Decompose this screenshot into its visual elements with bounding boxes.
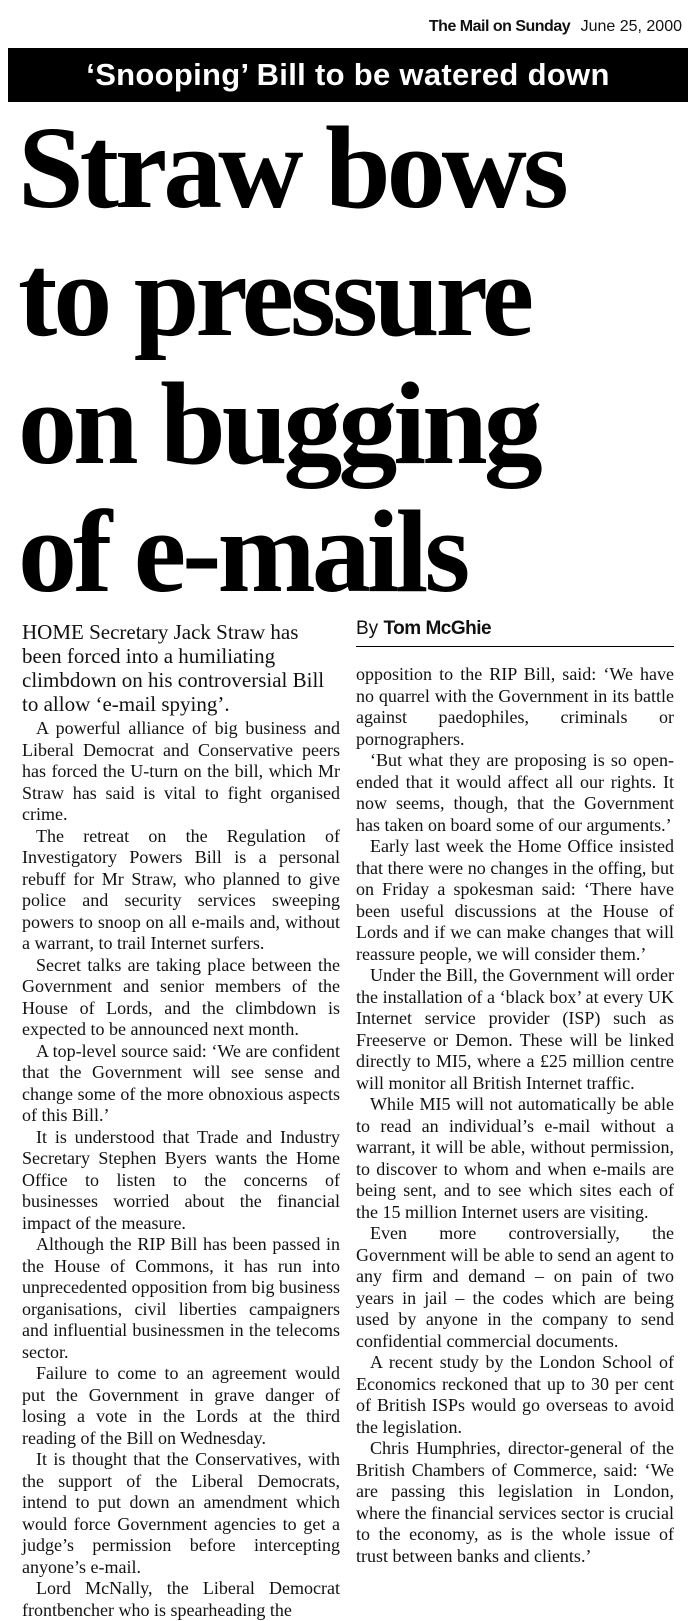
article-paragraph: Under the Bill, the Government will order the installation of a ‘black box’ at every UK Internet service provider (ISP) such as Freeserve or Demon. These will be linked directly to MI5, where a £25 million centre will monitor all British Internet traffic.: [356, 965, 674, 1093]
article-paragraph: It is understood that Trade and Industry Secretary Stephen Byers wants the Home Office to listen to the concerns of businesses worried about the financial impact of the measure.: [22, 1126, 340, 1233]
article-paragraph: Failure to come to an agreement would put the Government in grave danger of losing a vote in the Lords at the third reading of the Bill on Wednesday.: [22, 1363, 340, 1448]
kicker-text: ‘Snooping’ Bill to be watered down: [86, 57, 610, 92]
article-paragraph: Chris Humphries, director-general of the British Chambers of Commerce, said: ‘We are passing this legislation in London, where the financial services sector is crucial to the economy, as is the whole issue of trust between banks and clients.’: [356, 1438, 674, 1566]
headline-line: of e-mails: [18, 486, 467, 617]
masthead: [429, 18, 682, 36]
article-paragraph: Lord McNally, the Liberal Democrat frontbencher who is spearheading the: [22, 1578, 340, 1620]
article-continuation: opposition to the RIP Bill, said: ‘We have no quarrel with the Government in its battle against paedophiles, criminals or pornographers.: [356, 664, 674, 749]
byline: [356, 618, 674, 647]
article-paragraph: A recent study by the London School of Economics reckoned that up to 30 per cent of British ISPs would go overseas to avoid the legislation.: [356, 1352, 674, 1437]
headline-line: to pressure: [18, 230, 531, 361]
article-paragraph: ‘But what they are proposing is so open-ended that it would affect all our rights. It now seems, though, that the Government has taken on board some of our arguments.’: [356, 750, 674, 835]
article-right-column: [356, 664, 674, 1567]
headline-line: Straw bows: [18, 102, 565, 233]
article-lead: HOME Secretary Jack Straw has been forced into a humiliating climbdown on his controversial Bill to allow ‘e-mail spying’.: [22, 620, 325, 716]
kicker-banner: [8, 48, 688, 102]
article-left-column: [22, 620, 340, 1621]
publication-date: June 25, 2000: [580, 18, 682, 35]
article-paragraph: The retreat on the Regulation of Investigatory Powers Bill is a personal rebuff for Mr Straw, who planned to give police and security services sweeping powers to snoop on all e-mails and, without a warrant, to trail Internet surfers.: [22, 825, 340, 953]
byline-author: Tom McGhie: [383, 618, 492, 639]
article-paragraph: Early last week the Home Office insisted that there were no changes in the offing, but on Friday a spokesman said: ‘There have been useful discussions at the House of Lords and if we can make changes that will reassure people, we will consider them.’: [356, 836, 674, 964]
byline-prefix: By: [356, 618, 379, 639]
article-paragraph: Although the RIP Bill has been passed in the House of Commons, it has run into unprecedented opposition from big business organisations, civil liberties campaigners and influential businessmen in the telecoms sector.: [22, 1234, 340, 1362]
article-paragraph: While MI5 will not automatically be able to read an individual’s e-mail without a warrant, it will be able, without permission, to discover to whom and when e-mails are being sent, and to see which sites each of the 15 million Internet users are visiting.: [356, 1094, 674, 1222]
article-paragraph: A powerful alliance of big business and Liberal Democrat and Conservative peers has forced the U-turn on the bill, which Mr Straw has said is vital to fight organised crime.: [22, 718, 340, 824]
newspaper-name: The Mail on Sunday: [428, 18, 571, 35]
article-paragraph: It is thought that the Conservatives, with the support of the Liberal Democrats, intend to put down an amendment which would force Government agencies to get a judge’s permission before intercepting anyone’s e-mail.: [22, 1449, 340, 1577]
article-paragraph: Secret talks are taking place between the Government and senior members of the House of Lords, and the climbdown is expected to be announced next month.: [22, 954, 340, 1039]
headline: [18, 104, 688, 616]
article-paragraph: A top-level source said: ‘We are confident that the Government will see sense and change some of the more obnoxious aspects of this Bill.’: [22, 1040, 340, 1125]
headline-line: on bugging: [18, 358, 539, 489]
article-paragraph: Even more controversially, the Government will be able to send an agent to any firm and demand – on pain of two years in jail – the codes which are being used by anyone in the company to send confidential commercial documents.: [356, 1223, 674, 1351]
